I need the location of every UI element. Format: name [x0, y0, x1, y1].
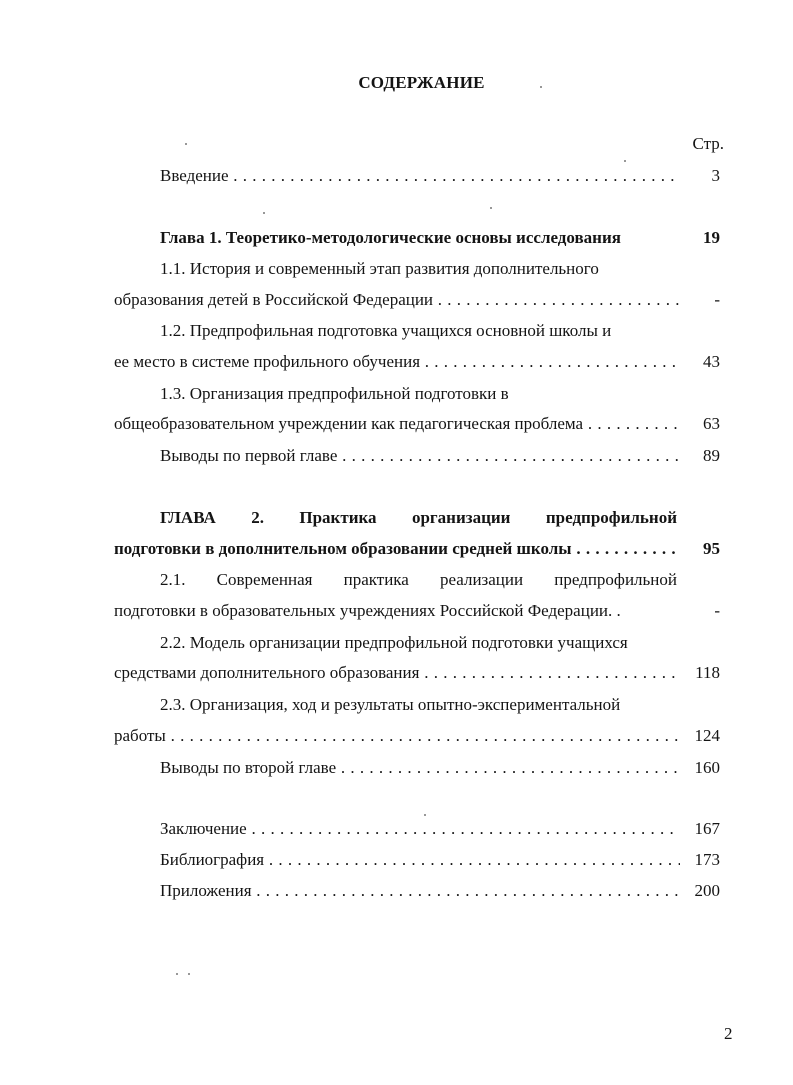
toc-entry-2-1-line1[interactable] [160, 570, 677, 590]
toc-entry-intro[interactable]: Введение . . . [160, 166, 680, 186]
section-2-1-word: Современная [216, 570, 313, 589]
toc-entry-1-1-line2[interactable]: образования детей в Российской Федерации . . . [114, 290, 680, 310]
toc-entry-conclusion[interactable]: Заключение . . . [160, 819, 680, 839]
chapter-2-word: ГЛАВА [160, 508, 216, 527]
page-title: СОДЕРЖАНИЕ [358, 73, 485, 92]
toc-entry-2-2-line2[interactable]: средствами дополнительного образования . . . [114, 663, 680, 683]
toc-page-intro: 3 [711, 166, 720, 185]
toc-entry-1-2-line1[interactable]: 1.2. Предпрофильная подготовка учащихся основной школы и [160, 321, 612, 340]
scan-speck [424, 814, 426, 816]
toc-entry-2-3-line1[interactable]: 2.3. Организация, ход и результаты опытно-экспериментальной [160, 695, 621, 714]
toc-entry-2-2-line1[interactable]: 2.2. Модель организации предпрофильной подготовки учащихся [160, 633, 628, 652]
scan-speck [624, 160, 626, 162]
toc-page-conclusions-1: 89 [703, 446, 720, 465]
toc-page-conclusions-2: 160 [694, 758, 720, 777]
toc-entry-2-3-line2[interactable]: работы . . . [114, 726, 680, 746]
toc-entry-1-3-line1[interactable]: 1.3. Организация предпрофильной подготовки в [160, 384, 509, 403]
scan-speck [176, 973, 178, 975]
toc-entry-conclusions-1[interactable]: Выводы по первой главе . . . [160, 446, 680, 466]
toc-entry-1-2-line2[interactable]: ее место в системе профильного обучения . . . [114, 352, 680, 372]
scan-speck [188, 973, 190, 975]
toc-page-1-2: 43 [703, 352, 720, 371]
toc-page-conclusion: 167 [694, 819, 720, 838]
chapter-2-word: Практика [299, 508, 377, 527]
toc-entry-2-1-line2[interactable]: подготовки в образовательных учреждениях Российской Федерации. . [114, 601, 621, 620]
chapter-2-word: предпрофильной [545, 508, 677, 527]
scan-speck [185, 143, 187, 145]
toc-page-chapter-2: 95 [703, 539, 720, 558]
scan-speck [263, 212, 265, 214]
toc-entry-chapter-1[interactable]: Глава 1. Теоретико-методологические основы исследования [160, 228, 621, 247]
toc-entry-chapter-2-line2[interactable]: подготовки в дополнительном образовании средней школы . . . [114, 539, 680, 559]
toc-page-2-2: 118 [695, 663, 720, 682]
toc-entry-chapter-2-line1[interactable] [160, 508, 677, 528]
toc-entry-appendices[interactable]: Приложения . . . [160, 881, 680, 901]
toc-page-bibliography: 173 [694, 850, 720, 869]
page-number: 2 [724, 1024, 733, 1043]
toc-entry-bibliography[interactable]: Библиография . . . [160, 850, 680, 870]
toc-entry-1-1-line1[interactable]: 1.1. История и современный этап развития дополнительного [160, 259, 599, 278]
scan-speck [540, 86, 542, 88]
page-column-header: Стр. [692, 134, 724, 153]
toc-page-appendices: 200 [694, 881, 720, 900]
toc-page-2-1: - [714, 601, 720, 620]
section-2-1-word: 2.1. [160, 570, 186, 589]
chapter-2-word: 2. [251, 508, 264, 527]
toc-page-2-3: 124 [694, 726, 720, 745]
toc-entry-conclusions-2[interactable]: Выводы по второй главе . . . [160, 758, 680, 778]
section-2-1-word: предпрофильной [554, 570, 677, 589]
section-2-1-word: практика [343, 570, 409, 589]
toc-page-1-3: 63 [703, 414, 720, 433]
toc-page-chapter-1: 19 [703, 228, 720, 247]
chapter-2-word: организации [411, 508, 511, 527]
toc-page-1-1: - [714, 290, 720, 309]
scan-speck [490, 207, 492, 209]
section-2-1-word: реализации [440, 570, 524, 589]
toc-entry-1-3-line2[interactable]: общеобразовательном учреждении как педагогическая проблема . . . [114, 414, 680, 434]
